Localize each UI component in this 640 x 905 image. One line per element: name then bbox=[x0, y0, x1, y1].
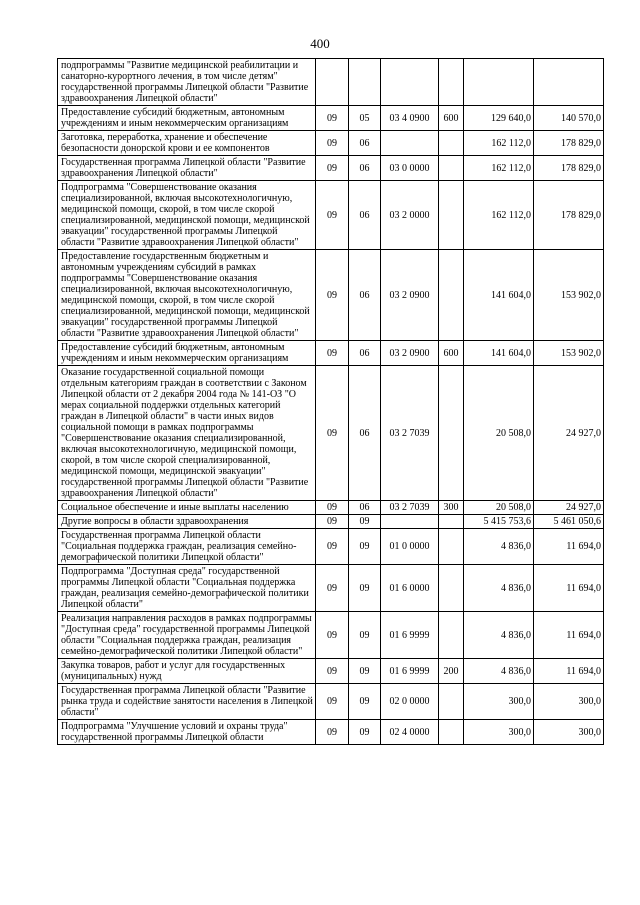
row-subsection-cell: 09 bbox=[349, 612, 381, 659]
row-expense-type-cell bbox=[439, 59, 464, 106]
row-subsection-cell: 06 bbox=[349, 181, 381, 250]
row-amount-first-year-cell: 5 415 753,6 bbox=[464, 515, 534, 529]
table-row bbox=[58, 612, 604, 659]
row-expense-type-cell: 600 bbox=[439, 106, 464, 131]
row-subsection-cell: 05 bbox=[349, 106, 381, 131]
row-target-article-cell: 01 6 9999 bbox=[381, 612, 439, 659]
page-number: 400 bbox=[310, 36, 330, 51]
row-amount-first-year-cell bbox=[464, 59, 534, 106]
row-amount-second-year-cell: 300,0 bbox=[534, 720, 604, 745]
row-amount-second-year-cell: 153 902,0 bbox=[534, 341, 604, 366]
row-amount-second-year-cell: 178 829,0 bbox=[534, 131, 604, 156]
row-amount-first-year-cell: 129 640,0 bbox=[464, 106, 534, 131]
row-target-article-cell: 01 6 9999 bbox=[381, 659, 439, 684]
row-subsection-cell: 06 bbox=[349, 501, 381, 515]
row-section-cell: 09 bbox=[316, 684, 349, 720]
row-name-cell: Социальное обеспечение и иные выплаты населению bbox=[58, 501, 316, 515]
table-row bbox=[58, 720, 604, 745]
row-amount-first-year-cell: 20 508,0 bbox=[464, 366, 534, 501]
row-section-cell: 09 bbox=[316, 131, 349, 156]
row-amount-second-year-cell: 300,0 bbox=[534, 684, 604, 720]
row-name-cell: Государственная программа Липецкой области "Развитие здравоохранения Липецкой области" bbox=[58, 156, 316, 181]
row-expense-type-cell bbox=[439, 515, 464, 529]
row-amount-first-year-cell: 300,0 bbox=[464, 684, 534, 720]
row-expense-type-cell bbox=[439, 181, 464, 250]
row-section-cell: 09 bbox=[316, 612, 349, 659]
row-target-article-cell: 03 2 0000 bbox=[381, 181, 439, 250]
row-target-article-cell: 03 2 0900 bbox=[381, 341, 439, 366]
row-section-cell: 09 bbox=[316, 106, 349, 131]
row-amount-second-year-cell: 24 927,0 bbox=[534, 366, 604, 501]
table-row bbox=[58, 131, 604, 156]
row-name-cell: Подпрограмма "Доступная среда" государственной программы Липецкой области "Социальная поддержка граждан, реализация семейно-демографической политики Липецкой области" bbox=[58, 565, 316, 612]
row-amount-second-year-cell: 11 694,0 bbox=[534, 612, 604, 659]
row-target-article-cell: 03 0 0000 bbox=[381, 156, 439, 181]
row-target-article-cell bbox=[381, 59, 439, 106]
table-row bbox=[58, 501, 604, 515]
table-row bbox=[58, 341, 604, 366]
table-body bbox=[58, 59, 604, 745]
table-row bbox=[58, 515, 604, 529]
row-subsection-cell: 06 bbox=[349, 131, 381, 156]
row-name-cell: подпрограммы "Развитие медицинской реабилитации и санаторно-курортного лечения, в том числе детям" государственной программы Липецкой области "Развитие здравоохранения Липецкой области" bbox=[58, 59, 316, 106]
row-amount-second-year-cell: 153 902,0 bbox=[534, 250, 604, 341]
row-subsection-cell: 06 bbox=[349, 156, 381, 181]
row-section-cell: 09 bbox=[316, 181, 349, 250]
row-section-cell: 09 bbox=[316, 515, 349, 529]
row-expense-type-cell bbox=[439, 529, 464, 565]
row-section-cell: 09 bbox=[316, 720, 349, 745]
row-amount-first-year-cell: 162 112,0 bbox=[464, 181, 534, 250]
table-row bbox=[58, 181, 604, 250]
row-name-cell: Закупка товаров, работ и услуг для государственных (муниципальных) нужд bbox=[58, 659, 316, 684]
row-target-article-cell: 02 4 0000 bbox=[381, 720, 439, 745]
row-section-cell bbox=[316, 59, 349, 106]
row-section-cell: 09 bbox=[316, 529, 349, 565]
row-expense-type-cell bbox=[439, 366, 464, 501]
row-expense-type-cell bbox=[439, 131, 464, 156]
row-expense-type-cell bbox=[439, 565, 464, 612]
row-section-cell: 09 bbox=[316, 565, 349, 612]
row-name-cell: Государственная программа Липецкой области "Социальная поддержка граждан, реализация семейно-демографической политики Липецкой области" bbox=[58, 529, 316, 565]
row-target-article-cell: 03 2 0900 bbox=[381, 250, 439, 341]
row-amount-second-year-cell: 11 694,0 bbox=[534, 659, 604, 684]
row-subsection-cell: 09 bbox=[349, 515, 381, 529]
row-expense-type-cell bbox=[439, 612, 464, 659]
row-section-cell: 09 bbox=[316, 501, 349, 515]
row-amount-first-year-cell: 300,0 bbox=[464, 720, 534, 745]
row-amount-second-year-cell: 24 927,0 bbox=[534, 501, 604, 515]
row-target-article-cell: 01 0 0000 bbox=[381, 529, 439, 565]
table-row bbox=[58, 659, 604, 684]
row-amount-first-year-cell: 4 836,0 bbox=[464, 612, 534, 659]
row-name-cell: Оказание государственной социальной помощи отдельным категориям граждан в соответствии с Законом Липецкой области от 2 декабря 2004 года № 141-ОЗ "О мерах социальной поддержки отдельных категорий граждан в Липецкой области" в части иных видов социальной помощи в рамках подпрограммы "Совершенствование оказания специализированной, включая высокотехнологичную, медицинской помощи, скорой, в том числе скорой специализированной, медицинской помощи, медицинской эвакуации" государственной программы Липецкой области "Развитие здравоохранения Липецкой области" bbox=[58, 366, 316, 501]
row-expense-type-cell: 600 bbox=[439, 341, 464, 366]
row-subsection-cell: 09 bbox=[349, 684, 381, 720]
row-amount-first-year-cell: 141 604,0 bbox=[464, 341, 534, 366]
row-amount-second-year-cell: 11 694,0 bbox=[534, 529, 604, 565]
row-amount-second-year-cell: 178 829,0 bbox=[534, 156, 604, 181]
row-section-cell: 09 bbox=[316, 250, 349, 341]
table-row bbox=[58, 366, 604, 501]
row-subsection-cell: 09 bbox=[349, 659, 381, 684]
row-name-cell: Предоставление субсидий бюджетным, автономным учреждениям и иным некоммерческим организациям bbox=[58, 341, 316, 366]
row-subsection-cell: 06 bbox=[349, 366, 381, 501]
row-amount-first-year-cell: 20 508,0 bbox=[464, 501, 534, 515]
row-amount-second-year-cell bbox=[534, 59, 604, 106]
row-expense-type-cell bbox=[439, 684, 464, 720]
row-expense-type-cell bbox=[439, 156, 464, 181]
row-amount-second-year-cell: 11 694,0 bbox=[534, 565, 604, 612]
row-target-article-cell: 03 4 0900 bbox=[381, 106, 439, 131]
row-amount-second-year-cell: 178 829,0 bbox=[534, 181, 604, 250]
row-name-cell: Другие вопросы в области здравоохранения bbox=[58, 515, 316, 529]
table-row bbox=[58, 106, 604, 131]
row-amount-first-year-cell: 162 112,0 bbox=[464, 156, 534, 181]
row-subsection-cell: 09 bbox=[349, 720, 381, 745]
row-amount-first-year-cell: 162 112,0 bbox=[464, 131, 534, 156]
row-section-cell: 09 bbox=[316, 366, 349, 501]
row-amount-first-year-cell: 4 836,0 bbox=[464, 529, 534, 565]
row-subsection-cell bbox=[349, 59, 381, 106]
row-target-article-cell bbox=[381, 131, 439, 156]
table-row bbox=[58, 684, 604, 720]
row-target-article-cell: 02 0 0000 bbox=[381, 684, 439, 720]
row-expense-type-cell: 200 bbox=[439, 659, 464, 684]
row-expense-type-cell: 300 bbox=[439, 501, 464, 515]
row-name-cell: Предоставление государственным бюджетным и автономным учреждениям субсидий в рамках подпрограммы "Совершенствование оказания специализированной, включая высокотехнологичную, медицинской помощи, скорой, в том числе скорой специализированной, медицинской помощи, медицинской эвакуации" государственной программы Липецкой области "Развитие здравоохранения Липецкой области" bbox=[58, 250, 316, 341]
row-name-cell: Предоставление субсидий бюджетным, автономным учреждениям и иным некоммерческим организациям bbox=[58, 106, 316, 131]
row-expense-type-cell bbox=[439, 720, 464, 745]
row-name-cell: Заготовка, переработка, хранение и обеспечение безопасности донорской крови и ее компонентов bbox=[58, 131, 316, 156]
row-subsection-cell: 09 bbox=[349, 565, 381, 612]
row-name-cell: Подпрограмма "Совершенствование оказания специализированной, включая высокотехнологичную, медицинской помощи, скорой, в том числе скорой специализированной, медицинской помощи, медицинской эвакуации" государственной программы Липецкой области "Развитие здравоохранения Липецкой области" bbox=[58, 181, 316, 250]
row-subsection-cell: 06 bbox=[349, 250, 381, 341]
row-section-cell: 09 bbox=[316, 659, 349, 684]
row-target-article-cell: 01 6 0000 bbox=[381, 565, 439, 612]
table-row bbox=[58, 59, 604, 106]
row-amount-first-year-cell: 4 836,0 bbox=[464, 565, 534, 612]
table-row bbox=[58, 250, 604, 341]
row-amount-second-year-cell: 140 570,0 bbox=[534, 106, 604, 131]
row-name-cell: Реализация направления расходов в рамках подпрограммы "Доступная среда" государственной программы Липецкой области "Социальная поддержка граждан, реализация семейно-демографической политики Липецкой области" bbox=[58, 612, 316, 659]
row-section-cell: 09 bbox=[316, 341, 349, 366]
row-amount-second-year-cell: 5 461 050,6 bbox=[534, 515, 604, 529]
row-expense-type-cell bbox=[439, 250, 464, 341]
row-subsection-cell: 06 bbox=[349, 341, 381, 366]
row-subsection-cell: 09 bbox=[349, 529, 381, 565]
row-target-article-cell: 03 2 7039 bbox=[381, 501, 439, 515]
row-amount-first-year-cell: 141 604,0 bbox=[464, 250, 534, 341]
table-row bbox=[58, 565, 604, 612]
row-target-article-cell bbox=[381, 515, 439, 529]
table-row bbox=[58, 156, 604, 181]
row-section-cell: 09 bbox=[316, 156, 349, 181]
budget-table bbox=[57, 58, 604, 745]
table-row bbox=[58, 529, 604, 565]
row-target-article-cell: 03 2 7039 bbox=[381, 366, 439, 501]
row-name-cell: Подпрограмма "Улучшение условий и охраны труда" государственной программы Липецкой области bbox=[58, 720, 316, 745]
row-amount-first-year-cell: 4 836,0 bbox=[464, 659, 534, 684]
row-name-cell: Государственная программа Липецкой области "Развитие рынка труда и содействие занятости населения в Липецкой области" bbox=[58, 684, 316, 720]
